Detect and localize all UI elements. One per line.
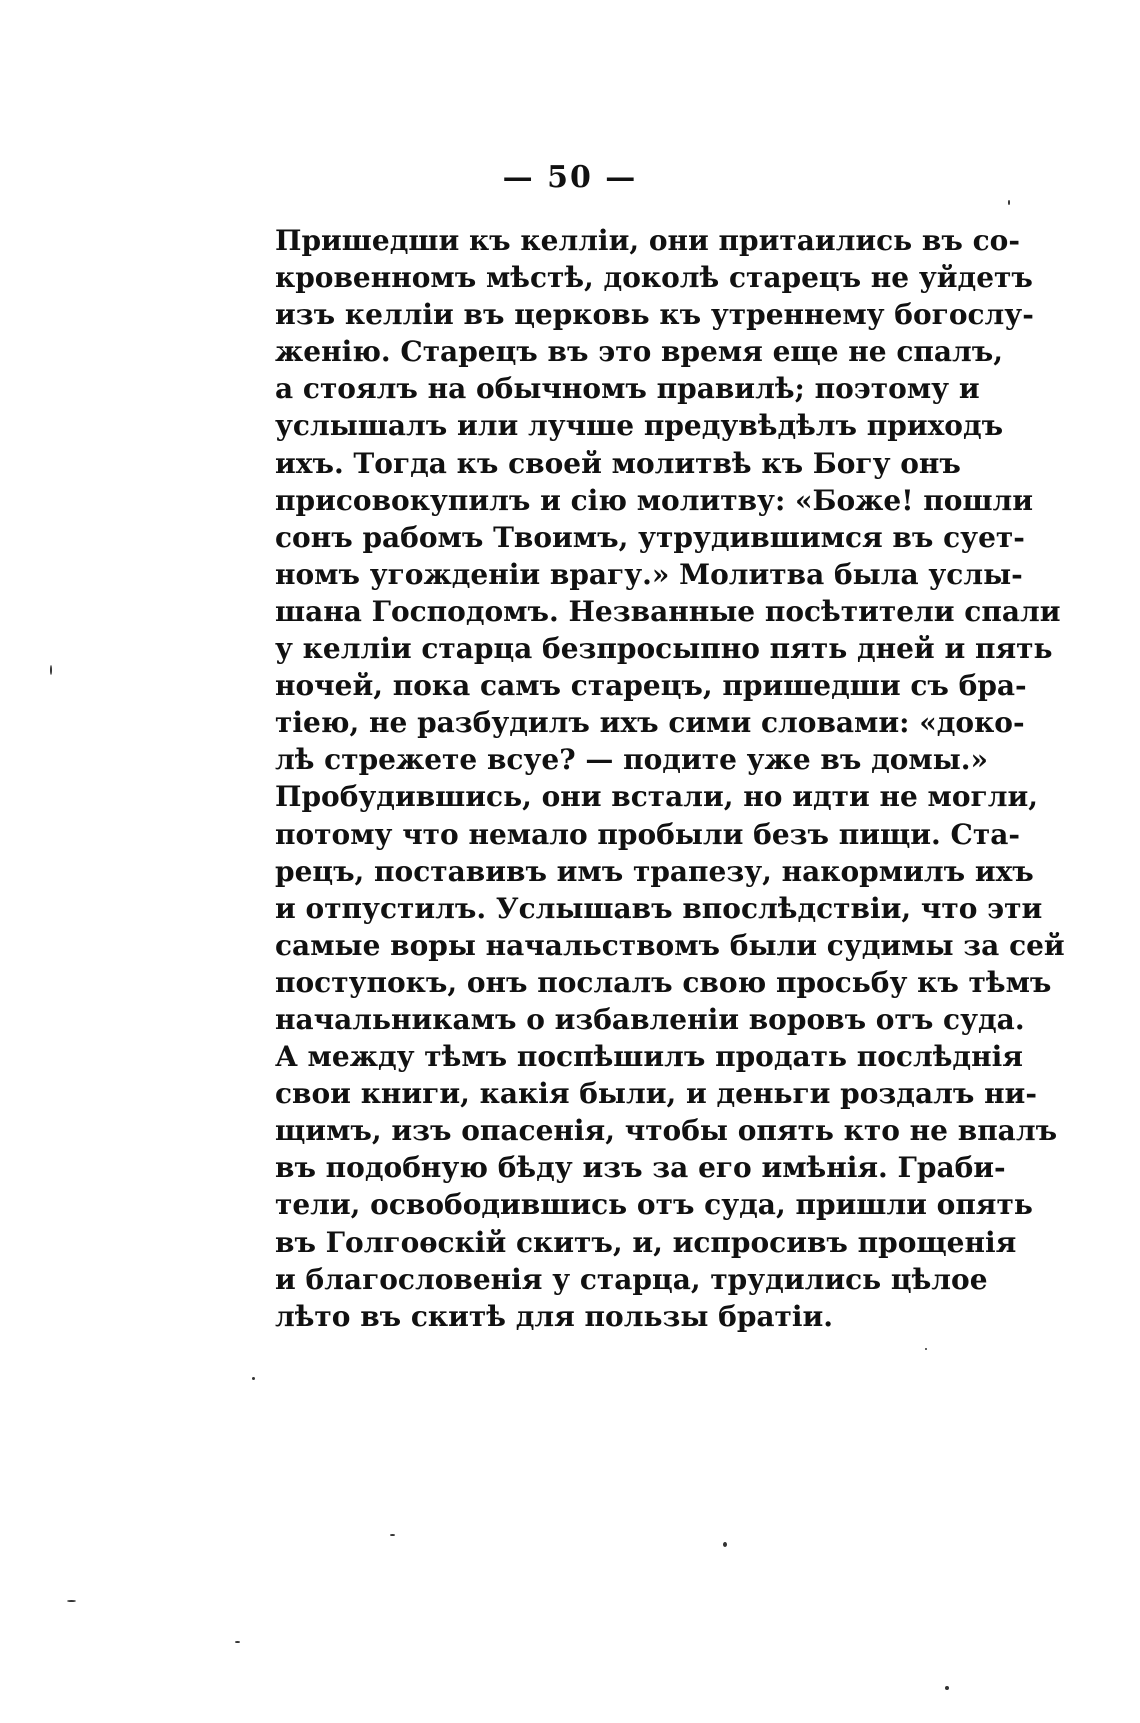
text-line: Пришедши къ келліи, они притаились въ со- [275,224,1020,257]
text-line: ночей, пока самъ старецъ, пришедши съ бра- [275,669,1027,703]
scan-speck [1008,200,1010,205]
text-line: самые воры начальствомъ были судимы за сей [275,928,1065,962]
text-line: женію. Старецъ въ это время еще не спалъ, [275,335,1003,369]
text-line: поступокъ, онъ послалъ свою просьбу къ тѣмъ [275,965,1052,999]
text-line: тели, освободившись отъ суда, пришли опять [275,1188,1033,1222]
scan-speck [67,1600,76,1602]
text-line: номъ угожденіи врагу.» Молитва была услы- [275,557,1023,591]
text-line: и отпустилъ. Услышавъ впослѣдствіи, что эти [275,891,1043,925]
text-line: въ Голгоѳскій скитъ, и, испросивъ прощенія [275,1225,1017,1259]
text-line: услышалъ или лучше предувѣдѣлъ приходъ [275,409,1004,443]
text-line: въ подобную бѣду изъ за его имѣнія. Граби- [275,1151,1006,1185]
text-line: тіею, не разбудилъ ихъ сими словами: «доко- [275,706,1025,740]
text-line: кровенномъ мѣстѣ, доколѣ старецъ не уйдетъ [275,261,1033,295]
text-line: изъ келліи въ церковь къ утреннему богослу- [275,298,1034,332]
text-line: лѣ стрежете всуе? — подите уже въ домы.» [275,743,989,777]
text-line: щимъ, изъ опасенія, чтобы опять кто не впалъ [275,1114,1058,1148]
text-line: присовокупилъ и сію молитву: «Боже! пошли [275,483,1034,517]
scan-speck [50,665,52,675]
text-line: и благословенія у старца, трудились цѣлое [275,1262,988,1296]
page-number: — 50 — [502,160,638,195]
text-line: потому что немало пробыли безъ пищи. Ста- [275,817,1020,851]
text-line: ихъ. Тогда къ своей молитвѣ къ Богу онъ [275,446,961,480]
text-line: а стоялъ на обычномъ правилѣ; поэтому и [275,372,980,406]
scan-speck [252,1377,255,1380]
text-line: у келліи старца безпросыпно пять дней и пять [275,632,1053,666]
scan-speck [235,1641,240,1643]
text-line: сонъ рабомъ Твоимъ, утрудившимся въ сует- [275,520,1025,554]
text-line: Пробудившись, они встали, но идти не могли, [275,780,1038,814]
text-line: начальникамъ о избавленіи воровъ отъ суда. [275,1002,1025,1036]
text-line: свои книги, какія были, и деньги роздалъ ни- [275,1077,1037,1111]
scan-speck [945,1686,949,1690]
scan-speck [925,1348,927,1350]
text-line-last: лѣто въ скитѣ для пользы братіи. [275,1299,834,1333]
scan-speck [390,1534,395,1536]
text-line: А между тѣмъ поспѣшилъ продать послѣднія [275,1040,1023,1074]
scan-speck [723,1542,727,1547]
text-line: шана Господомъ. Незванные посѣтители спали [275,594,1061,628]
body-text [275,222,1065,1335]
text-line: рецъ, поставивъ имъ трапезу, накормилъ ихъ [275,854,1034,888]
